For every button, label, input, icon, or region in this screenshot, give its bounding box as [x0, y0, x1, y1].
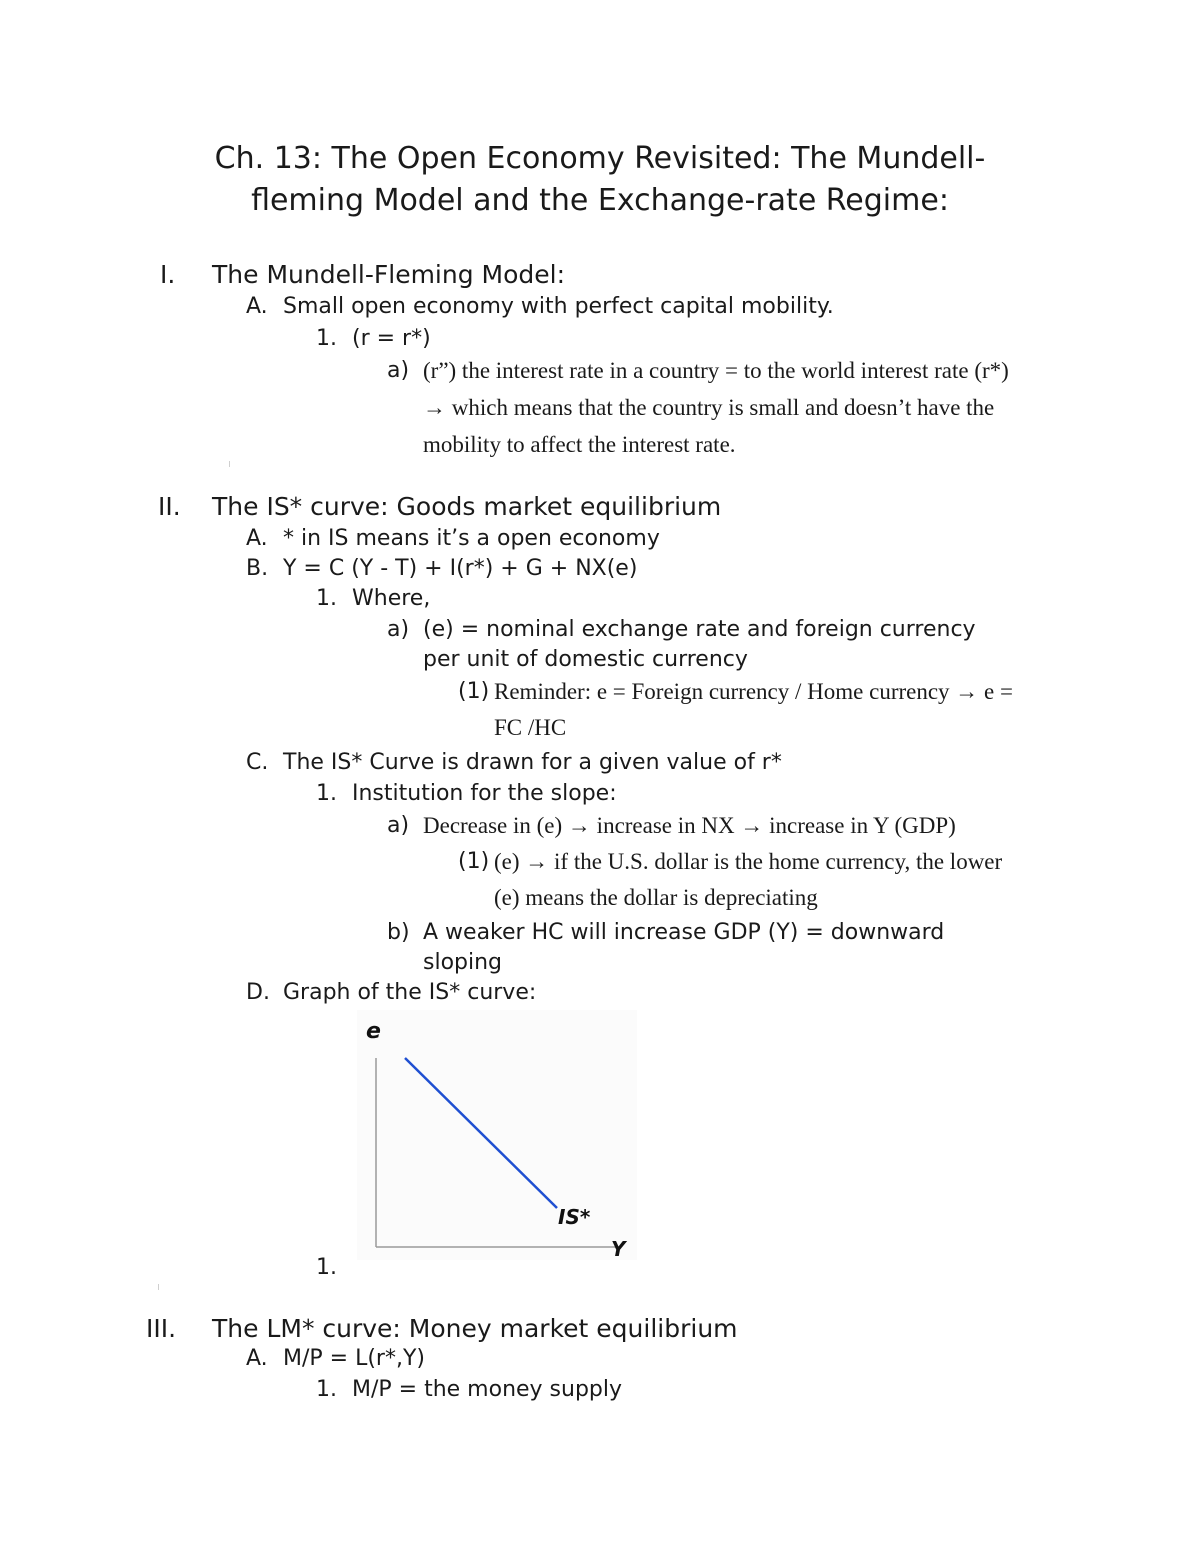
item-2c1a-marker: a) [387, 813, 410, 838]
item-1a1-marker: 1. [316, 326, 337, 351]
item-2b1a-line-2: per unit of domestic currency [423, 647, 748, 672]
item-3a1-text: M/P = the money supply [352, 1377, 623, 1402]
page-title [160, 138, 1040, 222]
item-2b-text: Y = C (Y - T) + I(r*) + G + NX(e) [283, 556, 638, 581]
item-3a1-marker: 1. [316, 1377, 337, 1402]
item-2c1-text: Institution for the slope: [352, 781, 617, 806]
item-2c1a1-line-2: (e) means the dollar is depreciating [494, 885, 818, 910]
section-2-heading: The IS* curve: Goods market equilibrium [212, 492, 722, 521]
item-2b1a-marker: a) [387, 617, 410, 642]
item-2b-marker: B. [246, 556, 269, 581]
item-2a-marker: A. [246, 526, 268, 551]
item-2b1-text: Where, [352, 586, 431, 611]
item-2c-text: The IS* Curve is drawn for a given value of r* [283, 750, 782, 775]
item-2d-marker: D. [246, 980, 270, 1005]
item-3a-marker: A. [246, 1346, 268, 1371]
item-2b1-marker: 1. [316, 586, 337, 611]
item-2d-text: Graph of the IS* curve: [283, 980, 537, 1005]
section-1-heading: The Mundell-Fleming Model: [212, 260, 566, 289]
item-2c1-marker: 1. [316, 781, 337, 806]
item-2c-marker: C. [246, 750, 269, 775]
item-2a-text: * in IS means it’s a open economy [283, 526, 660, 551]
x-axis-label: Y [611, 1237, 626, 1261]
item-2d1-marker: 1. [316, 1255, 337, 1280]
item-1a1a-marker: a) [387, 358, 410, 383]
item-2c1b-marker: b) [387, 920, 410, 945]
item-2b1a-line-1: (e) = nominal exchange rate and foreign currency [423, 617, 976, 642]
section-1-number: I. [160, 260, 176, 289]
item-2c1b-line-2: sloping [423, 950, 503, 975]
y-axis-label: e [366, 1019, 381, 1044]
item-2b1a1-line-2: FC /HC [494, 715, 567, 740]
item-2b1a1-marker: (1) [458, 679, 490, 704]
section-3-number: III. [146, 1314, 177, 1343]
item-3a-text: M/P = L(r*,Y) [283, 1346, 425, 1371]
faint-mark-2 [158, 1284, 159, 1290]
curve-label: IS* [558, 1205, 591, 1229]
item-2c1b-line-1: A weaker HC will increase GDP (Y) = downward [423, 920, 945, 945]
item-2c1a1-line-1: (e) → if the U.S. dollar is the home currency, the lower [494, 849, 1003, 874]
is-curve-graph [355, 1010, 645, 1270]
item-2c1a-text: Decrease in (e) → increase in NX → increase in Y (GDP) [423, 813, 956, 838]
section-3-heading: The LM* curve: Money market equilibrium [212, 1314, 738, 1343]
item-2c1a1-marker: (1) [458, 849, 490, 874]
item-1a-marker: A. [246, 294, 268, 319]
item-1a1-text: (r = r*) [352, 326, 431, 351]
title-line-1: Ch. 13: The Open Economy Revisited: The Mundell- [214, 141, 986, 176]
faint-mark [229, 461, 230, 467]
item-1a1a-line-3: mobility to affect the interest rate. [423, 432, 736, 457]
graph-background [357, 1010, 637, 1260]
item-1a-text: Small open economy with perfect capital mobility. [283, 294, 834, 319]
title-line-2: fleming Model and the Exchange-rate Regime: [251, 183, 949, 218]
item-1a1a-line-2: → which means that the country is small and doesn’t have the [423, 395, 995, 420]
item-1a1a-line-1: (r”) the interest rate in a country = to the world interest rate (r*) [423, 358, 1009, 383]
section-2-number: II. [158, 492, 181, 521]
item-2b1a1-line-1: Reminder: e = Foreign currency / Home currency → e = [494, 679, 1013, 704]
